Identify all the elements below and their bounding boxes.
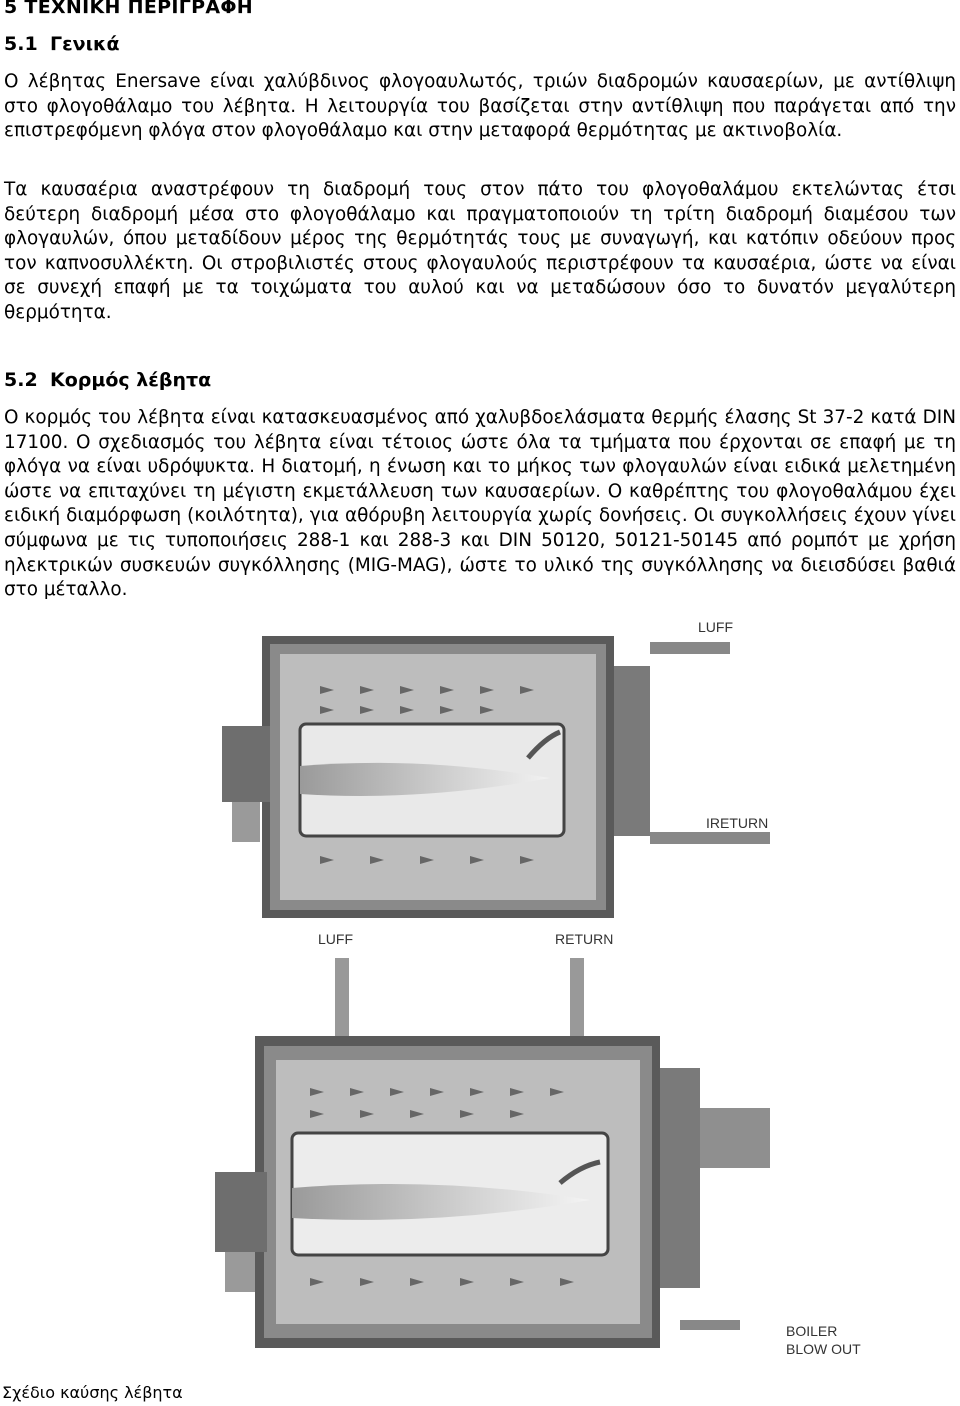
section-title: 5 ΤΕΧΝΙΚΗ ΠΕΡΙΓΡΑΦΗ: [4, 0, 253, 18]
figure-caption: Σχέδιο καύσης λέβητα: [2, 1383, 183, 1402]
paragraph-general-2: Τα καυσαέρια αναστρέφουν τη διαδρομή τους στον πάτο του φλογοθαλάμου εκτελώντας έτσι δεύτερη διαδρομή μέσα στο φλογοθάλαμο και πραγματοποιούν τη τρίτη διαδρομή διαμέσου των φλογαυλών, όπου μεταδίδουν μέρος της θερμότητάς τους με συναγωγή, και κατόπιν οδεύουν προς τον καπνοσυλλέκτη. Οι στροβιλιστές στους φλογαυλούς περιστρέφουν τα καυσαέρια, ώστε να είναι σε συνεχή επαφή με τα τοιχώματα του αυλού και να μεταδώσουν όσο το δυνατόν μεγαλύτερη θερμότητα.: [4, 179, 956, 323]
smoke-chamber: [614, 666, 650, 836]
boiler-diagram-bottom: [0, 928, 960, 1378]
subsection-title: Κορμός λέβητα: [50, 369, 212, 391]
luff-pipe: [335, 958, 349, 1038]
burner: [222, 726, 270, 802]
subsection-title: Γενικά: [50, 33, 120, 55]
burner: [215, 1172, 267, 1252]
label-return: IRETURN: [706, 815, 769, 831]
label-luff: LUFF: [698, 619, 733, 635]
label-luff: LUFF: [318, 931, 353, 947]
return-pipe: [650, 832, 770, 844]
label-blowout: BLOW OUT: [786, 1341, 861, 1357]
label-boiler: BOILER: [786, 1323, 838, 1339]
label-return: RETURN: [555, 931, 614, 947]
subsection-number: 5.1: [4, 33, 38, 55]
boiler-diagram-top: [0, 606, 960, 931]
return-pipe: [570, 958, 584, 1038]
blowout-pipe: [680, 1320, 740, 1330]
smoke-chamber: [660, 1068, 700, 1288]
subsection-number: 5.2: [4, 369, 38, 391]
subsection-heading-general: [4, 33, 120, 55]
chimney-outlet: [700, 1108, 770, 1168]
paragraph-body-1: Ο κορμός του λέβητα είναι κατασκευασμένος από χαλυβδοελάσματα θερμής έλασης St 37-2 κατά DIN 17100. Ο σχεδιασμός του λέβητα είναι τέτοιος ώστε όλα τα τμήματα που έρχονται σε επαφή με τη φλόγα να είναι υδρόψυκτα. Η διατομή, η ένωση και το μήκος των φλογαυλών είναι ειδικά μελετημένη ώστε να επιταχύνει τη μέγιστη εκμετάλλευση των καυσαερίων. Ο καθρέπτης του φλογοθαλάμου έχει ειδική διαμόρφωση (κοιλότητα), για αθόρυβη λειτουργία χωρίς δονήσεις. Οι συγκολλήσεις έχουν γίνει σύμφωνα με τις τυποποιήσεις 288-1 και 288-3 και DIN 50120, 50121-50145 από ρομπότ με χρήση ηλεκτρικών συσκευών συγκόλλησης (MIG-MAG), ώστε το υλικό της συγκόλλησης να διεισδύσει βαθιά στο μέταλλο.: [4, 407, 956, 601]
subsection-heading-body: [4, 369, 211, 391]
luff-pipe: [650, 642, 730, 654]
paragraph-general-1: Ο λέβητας Enersave είναι χαλύβδινος φλογοαυλωτός, τριών διαδρομών καυσαερίων, με αντίθλιψη στο φλογοθάλαμο του λέβητα. Η λειτουργία του βασίζεται στην αντίθλιψη που παράγεται από την επιστρεφόμενη φλόγα στον φλογοθάλαμο και στην μεταφορά θερμότητας με ακτινοβολία.: [4, 71, 956, 142]
